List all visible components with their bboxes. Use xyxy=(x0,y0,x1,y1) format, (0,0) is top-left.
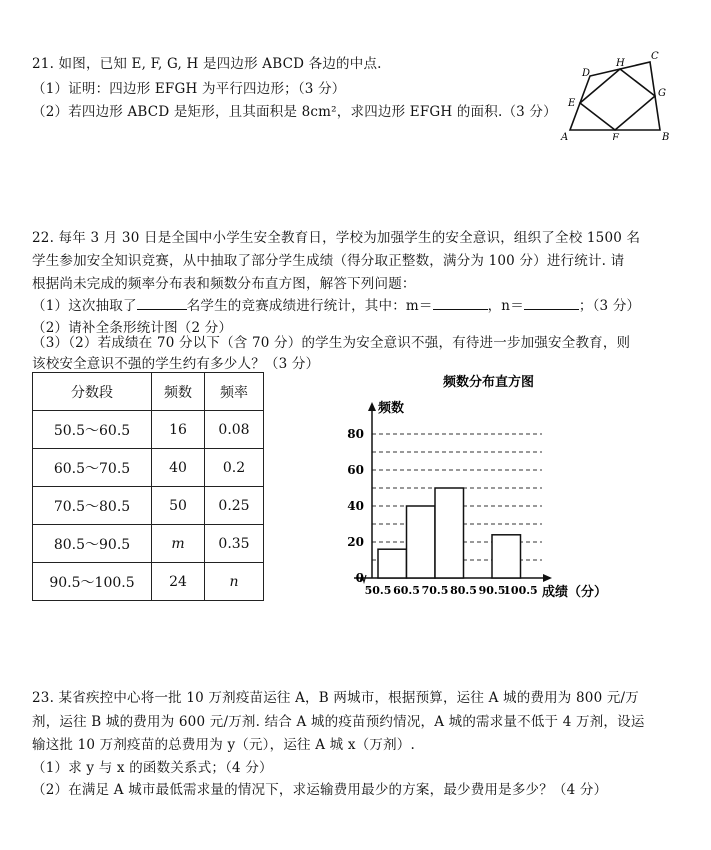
table-cell: m xyxy=(152,525,205,563)
table-cell: 16 xyxy=(152,411,205,449)
table-cell: 50.5～60.5 xyxy=(33,411,152,449)
header-frequency-rate: 频率 xyxy=(205,373,264,411)
label-d: D xyxy=(582,68,591,79)
answer-blank-n[interactable] xyxy=(524,297,579,310)
answer-blank-m[interactable] xyxy=(433,297,488,310)
q22-part-2: （2）请补全条形统计图（2 分） xyxy=(32,320,233,336)
q22-part-1-b: 名学生的竞赛成绩进行统计，其中：m＝ xyxy=(186,298,433,314)
frequency-histogram xyxy=(310,368,610,603)
quadrilateral-figure xyxy=(560,50,675,140)
y-tick-label: 20 xyxy=(347,535,364,549)
y-tick-label: 80 xyxy=(347,427,364,441)
x-tick-label: 70.5 xyxy=(421,584,449,597)
table-cell: 70.5～80.5 xyxy=(33,487,152,525)
table-cell: 50 xyxy=(152,487,205,525)
label-a: A xyxy=(561,132,569,140)
table-row xyxy=(33,525,264,563)
y-tick-label: 40 xyxy=(347,499,364,513)
q22-line-3: 根据尚未完成的频率分布表和频数分布直方图，解答下列问题： xyxy=(32,276,416,292)
y-tick-label: 0 xyxy=(355,571,364,585)
table-row xyxy=(33,487,264,525)
table-row xyxy=(33,411,264,449)
q21-line-1: 21. 如图，已知 E, F, G, H 是四边形 ABCD 各边的中点. xyxy=(32,56,382,72)
table-cell: 0.08 xyxy=(205,411,264,449)
q23-line-1: 23. 某省疾控中心将一批 10 万剂疫苗运往 A，B 两城市，根据预算，运往 A 城的费用为 800 元/万 xyxy=(32,690,640,706)
table-row xyxy=(33,449,264,487)
answer-blank-count[interactable] xyxy=(137,297,187,310)
q22-part-1-c: ，n＝ xyxy=(487,298,524,314)
x-axis-label: 成绩（分） xyxy=(542,585,608,600)
x-tick-label: 90.5 xyxy=(478,584,506,597)
q22-line-2: 学生参加安全知识竞赛，从中抽取了部分学生成绩（得分取正整数，满分为 100 分）进行统计. 请 xyxy=(32,253,625,269)
q22-part-1-a: （1）这次抽取了 xyxy=(32,298,137,314)
label-g: G xyxy=(658,88,666,99)
q22-line-1: 22. 每年 3 月 30 日是全国中小学生安全教育日，学校为加强学生的安全意识，组织了全校 1500 名 xyxy=(32,230,641,246)
histogram-bar xyxy=(492,535,521,578)
q22-part-3-line-2: 该校安全意识不强的学生约有多少人？（3 分） xyxy=(32,356,320,372)
table-cell: 24 xyxy=(152,563,205,601)
x-tick-label: 100.5 xyxy=(503,584,538,597)
q23-part-2: （2）在满足 A 城市最低需求量的情况下，求运输费用最少的方案，最少费用是多少？（4 分） xyxy=(32,782,608,798)
table-cell: 0.2 xyxy=(205,449,264,487)
table-cell: 90.5～100.5 xyxy=(33,563,152,601)
q22-part-1 xyxy=(32,294,640,314)
histogram-bar xyxy=(435,488,464,578)
x-tick-label: 80.5 xyxy=(450,584,477,597)
table-cell: 0.35 xyxy=(205,525,264,563)
x-tick-label: 50.5 xyxy=(364,584,392,597)
label-f: F xyxy=(612,133,619,140)
table-cell: 60.5～70.5 xyxy=(33,449,152,487)
y-axis-label: 频数 xyxy=(378,401,405,416)
table-cell: 0.25 xyxy=(205,487,264,525)
header-frequency-count: 频数 xyxy=(152,373,205,411)
table-cell: n xyxy=(205,563,264,601)
table-row xyxy=(33,563,264,601)
histogram-bar xyxy=(407,506,436,578)
frequency-table xyxy=(32,372,264,601)
y-axis-arrow xyxy=(368,402,376,411)
q22-part-1-d: ；（3 分） xyxy=(578,298,641,314)
label-h: H xyxy=(616,58,625,69)
q23-line-2: 剂，运往 B 城的费用为 600 元/万剂. 结合 A 城的疫苗预约情况，A 城的需求量不低于 4 万剂，设运 xyxy=(32,714,645,730)
histogram-bar xyxy=(378,549,407,578)
chart-title: 频数分布直方图 xyxy=(443,375,535,390)
x-axis-arrow xyxy=(543,574,552,582)
table-cell: 80.5～90.5 xyxy=(33,525,152,563)
y-tick-label: 60 xyxy=(347,463,364,477)
quadrilateral-efgh xyxy=(580,69,655,130)
q23-line-3: 输这批 10 万剂疫苗的总费用为 y（元），运往 A 城 x（万剂）. xyxy=(32,737,415,753)
header-score-range: 分数段 xyxy=(33,373,152,411)
q23-part-1: （1）求 y 与 x 的函数关系式；（4 分） xyxy=(32,760,273,776)
table-header-row xyxy=(33,373,264,411)
q21-line-2: （1）证明：四边形 EFGH 为平行四边形；（3 分） xyxy=(32,81,346,97)
table-cell: 40 xyxy=(152,449,205,487)
q22-part-3-line-1: （3）（2）若成绩在 70 分以下（含 70 分）的学生为安全意识不强，有待进一步加强安全教育，则 xyxy=(32,335,631,351)
label-c: C xyxy=(651,51,659,62)
q21-line-3: （2）若四边形 ABCD 是矩形，且其面积是 8cm²，求四边形 EFGH 的面积.（3 分） xyxy=(32,104,557,120)
label-e: E xyxy=(568,98,576,109)
x-tick-label: 60.5 xyxy=(393,584,420,597)
label-b: B xyxy=(662,132,670,140)
